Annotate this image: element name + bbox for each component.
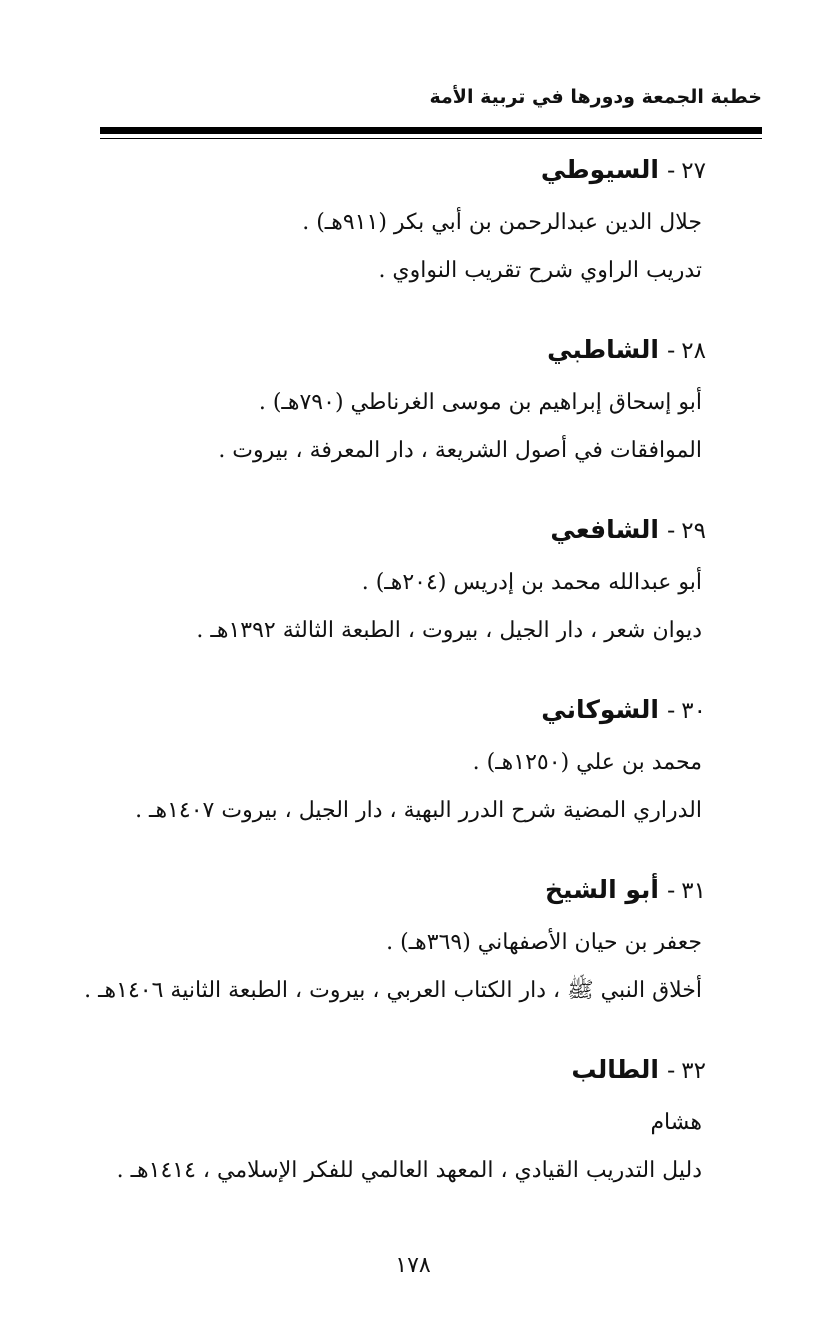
entry-heading [22, 1055, 706, 1101]
entry-dash: - [666, 878, 676, 904]
running-header: خطبة الجمعة ودورها في تربية الأمة [429, 86, 762, 108]
entry-dash: - [666, 1058, 676, 1084]
entry-line: هشام [650, 1110, 702, 1135]
entry-line: جلال الدين عبدالرحمن بن أبي بكر (٩١١هـ) . [302, 210, 702, 235]
entry-heading [22, 155, 706, 201]
entry-line: دليل التدريب القيادي ، المعهد العالمي للفكر الإسلامي ، ١٤١٤هـ . [116, 1158, 702, 1183]
entry-dash: - [666, 338, 676, 364]
header-rule-thin [100, 138, 762, 139]
entry-dash: - [666, 518, 676, 544]
entry-line: أبو إسحاق إبراهيم بن موسى الغرناطي (٧٩٠هـ) . [258, 390, 702, 415]
entry-author: الشاطبي [547, 335, 659, 364]
entry-author: السيوطي [540, 155, 659, 184]
header-rule-thick [100, 127, 762, 134]
entry-number: ٣١ [681, 878, 706, 904]
entry-number: ٣٢ [681, 1058, 706, 1084]
entry-author: الشافعي [550, 515, 659, 544]
entry-line: أبو عبدالله محمد بن إدريس (٢٠٤هـ) . [361, 570, 702, 595]
entry-dash: - [666, 158, 676, 184]
entry-number: ٢٨ [681, 338, 706, 364]
bibliography-entry [22, 695, 706, 837]
bibliography-list [22, 155, 706, 1235]
entry-line: الدراري المضية شرح الدرر البهية ، دار الجيل ، بيروت ١٤٠٧هـ . [135, 798, 702, 823]
entry-number: ٢٧ [681, 158, 706, 184]
entry-heading [22, 875, 706, 921]
page-number: ١٧٨ [395, 1253, 431, 1278]
entry-number: ٢٩ [681, 518, 706, 544]
entry-line: أخلاق النبي ﷺ ، دار الكتاب العربي ، بيروت ، الطبعة الثانية ١٤٠٦هـ . [84, 978, 702, 1003]
entry-heading [22, 335, 706, 381]
entry-line: جعفر بن حيان الأصفهاني (٣٦٩هـ) . [386, 930, 702, 955]
entry-author: الطالب [571, 1055, 659, 1084]
entry-number: ٣٠ [681, 698, 706, 724]
entry-dash: - [666, 698, 676, 724]
entry-line: تدريب الراوي شرح تقريب النواوي . [378, 258, 702, 283]
bibliography-entry [22, 515, 706, 657]
entry-line: الموافقات في أصول الشريعة ، دار المعرفة ، بيروت . [218, 438, 702, 463]
bibliography-entry [22, 155, 706, 297]
entry-line: محمد بن علي (١٢٥٠هـ) . [472, 750, 702, 775]
entry-heading [22, 515, 706, 561]
entry-heading [22, 695, 706, 741]
bibliography-entry [22, 1055, 706, 1197]
entry-author: أبو الشيخ [545, 875, 659, 904]
bibliography-entry [22, 875, 706, 1017]
bibliography-entry [22, 335, 706, 477]
entry-line: ديوان شعر ، دار الجيل ، بيروت ، الطبعة الثالثة ١٣٩٢هـ . [196, 618, 702, 643]
entry-author: الشوكاني [541, 695, 659, 724]
